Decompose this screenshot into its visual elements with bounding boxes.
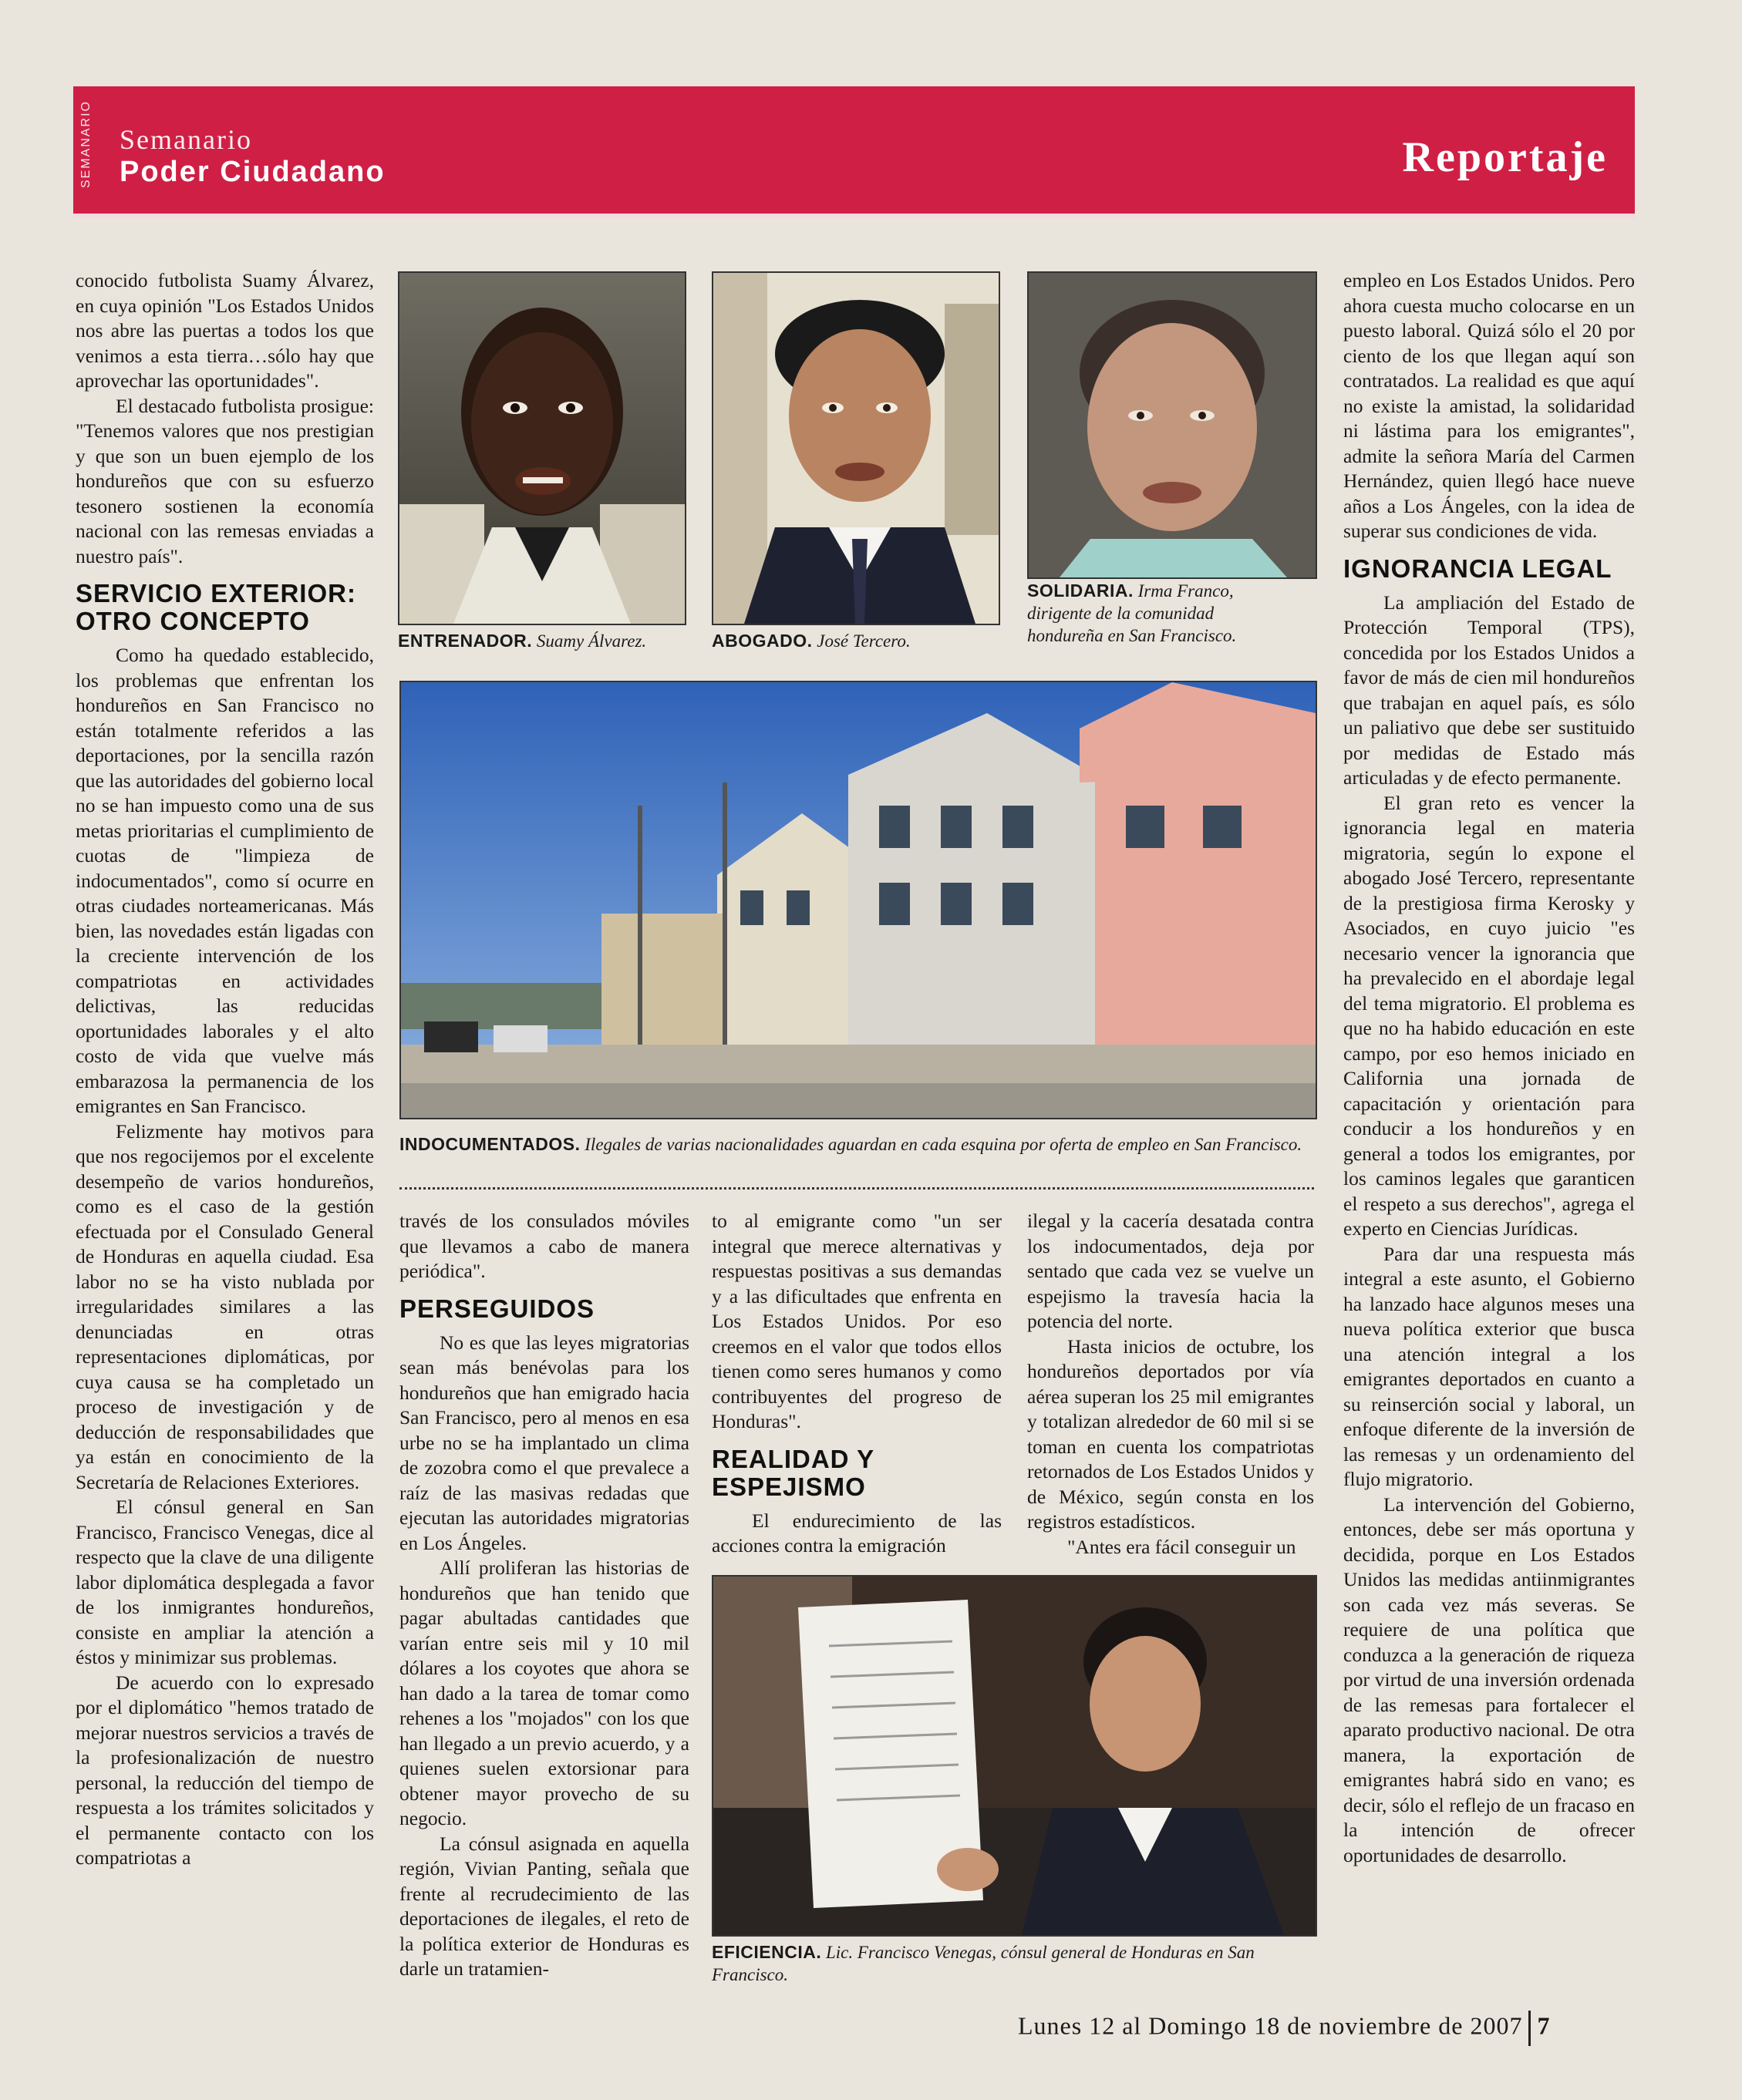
- caption-abogado-text: José Tercero.: [817, 631, 911, 651]
- issue-date: Lunes 12 al Domingo 18 de noviembre de 2007: [1018, 2011, 1523, 2040]
- col4-paragraph-1: ilegal y la cacería desatada contra los indocumentados, deja por sentado que cada vez se vuelve un espejismo la travesía hacia la potencia del norte.: [1027, 1210, 1314, 1332]
- col5-paragraph-2: La ampliación del Estado de Protección Temporal (TPS), concedida por los Estados Unidos a favor de más de cien mil hondureños que trabajan en aquel país, es sólo un paliativo que debe ser sustituido por medidas de Estado más articuladas y de efecto permanente.: [1343, 591, 1635, 789]
- col4-paragraph-3: "Antes era fácil conseguir un: [1067, 1535, 1296, 1558]
- col1-subheading: SERVICIO EXTERIOR: OTRO CONCEPTO: [76, 579, 356, 635]
- col3-paragraph-2: El endurecimiento de las acciones contra la emigración: [712, 1509, 1002, 1556]
- footer-divider: [1528, 2011, 1531, 2046]
- col1-paragraph-3: Como ha quedado establecido, los problemas que enfrentan los hondureños en San Francisco no están totalmente referidos a las deportaciones, por la sencilla razón que las autoridades del gobierno local no se han impuesto como una de sus metas prioritarias el cumplimiento de cuotas de "limpieza de indocumentados", como sí ocurre en otras ciudades norteamericanas. Más bien, las novedades están ligadas con la creciente intervención de los compatriotas en actividades delictivas, las reducidas oportunidades laborales y el alto costo de vida que vuelve más embarazosa la permanencia de los emigrantes en San Francisco.: [76, 644, 374, 1117]
- col2-paragraph-3: Allí proliferan las historias de hondureños que han tenido que pagar abultadas cantidades que varían entre seis mil y 10 mil dólares a los coyotes que ahora se han dado a la tarea de tomar como rehenes a los "mojados" con los que han llegado a un previo acuerdo, y a quienes suelen extorsionar para obtener mayor provecho de su negocio.: [399, 1556, 689, 1829]
- col3-subheading: REALIDAD Y ESPEJISMO: [712, 1444, 874, 1501]
- col1-paragraph-2: El destacado futbolista prosigue: "Tenemos valores que nos prestigian y que son un buen ejemplo de los hondureños que con su esfuerzo tesonero sostienen la economía nacional con las remesas enviadas a nuestro país".: [76, 394, 374, 567]
- col5-subheading: IGNORANCIA LEGAL: [1343, 554, 1612, 583]
- caption-indocumentados-text: Ilegales de varias nacionalidades aguardan en cada esquina por oferta de empleo en San Francisco.: [585, 1135, 1302, 1154]
- caption-indocumentados: [399, 1133, 1314, 1156]
- dotted-divider: [399, 1187, 1314, 1190]
- masthead-brand-line2: Poder Ciudadano: [120, 156, 386, 188]
- col1-paragraph-4: Felizmente hay motivos para que nos regocijemos por el excelente desempeño de varios hondureños, como es el caso de la gestión efectuada por el Consulado General de Honduras en aquella ciudad. Esa labor no se ha visto nublada por irregularidades similares a las denunciadas en otras representaciones diplomáticas, por cuya causa se ha completado un proceso de investigación y de deducción de responsabilidades que ya están en conocimiento de la Secretaría de Relaciones Exteriores.: [76, 1119, 374, 1493]
- col4-paragraph-2: Hasta inicios de octubre, los hondureños deportados por vía aérea superan los 25 mil emigrantes y totalizan alrededor de 60 mil si se toman en cuenta los compatriotas retornados de Los Estados Unidos y de México, según consta en los registros estadísticos.: [1027, 1334, 1314, 1533]
- masthead-banner: [73, 86, 1635, 218]
- caption-entrenador-label: ENTRENADOR.: [398, 631, 533, 651]
- caption-eficiencia-text: Lic. Francisco Venegas, cónsul general de Honduras en San Francisco.: [712, 1943, 1255, 1984]
- photo-street-indocumentados: [399, 681, 1317, 1119]
- col2-paragraph-4: La cónsul asignada en aquella región, Vivian Panting, señala que frente al recrudecimiento de las deportaciones de ilegales, el reto de la política exterior de Honduras es darle un tratamien-: [399, 1832, 689, 1980]
- caption-eficiencia: [712, 1941, 1314, 1986]
- col3-paragraph-1: to al emigrante como "un ser integral que merece alternativas y respuestas positivas a sus demandas y a las dificultades que enfrenta en Los Estados Unidos. Por eso creemos en el valor que todos ellos tienen como seres humanos y como contribuyentes del progreso de Honduras".: [712, 1210, 1002, 1432]
- caption-solidaria-text: Irma Franco, dirigente de la comunidad hondureña en San Francisco.: [1027, 581, 1237, 645]
- section-title: Reportaje: [1402, 133, 1608, 181]
- photo-irma-franco: [1027, 271, 1317, 579]
- caption-solidaria-label: SOLIDARIA.: [1027, 581, 1134, 601]
- caption-abogado: [712, 630, 1005, 652]
- col2-paragraph-2: No es que las leyes migratorias sean más benévolas para los hondureños que han emigrado hacia San Francisco, pero al menos en esa urbe no se ha implantado un clima de zozobra como el que prevalece a raíz de las masivas redadas que ejecutan las autoridades migratorias en Los Ángeles.: [399, 1331, 689, 1554]
- column-5: [1343, 268, 1635, 1868]
- column-3: [712, 1209, 1002, 1559]
- caption-solidaria: [1027, 580, 1282, 647]
- photo-suamy-alvarez: [398, 271, 686, 625]
- caption-eficiencia-label: EFICIENCIA.: [712, 1942, 822, 1962]
- col2-paragraph-1: través de los consulados móviles que llevamos a cabo de manera periódica".: [399, 1210, 689, 1282]
- column-1: [76, 268, 374, 1871]
- column-2: [399, 1209, 689, 1982]
- photo-jose-tercero: [712, 271, 1000, 625]
- caption-entrenador-text: Suamy Álvarez.: [536, 631, 647, 651]
- page-footer: [1018, 2011, 1550, 2046]
- col5-paragraph-4: Para dar una respuesta más integral a este asunto, el Gobierno ha lanzado hace algunos meses una nueva política exterior que busca una atención integral a los emigrantes deportados en cuanto a su reinserción social y laboral, un enfoque diferente de la inversión de las remesas y un ordenamiento del flujo migratorio.: [1343, 1242, 1635, 1490]
- col5-paragraph-5: La intervención del Gobierno, entonces, debe ser más oportuna y decidida, porque en Los Estados Unidos las medidas antiinmigrantes son cada vez más severas. Se requiere de una política que conduzca a la generación de riqueza por virtud de una inversión ordenada de las remesas para fortalecer el aparato productivo nacional. De otra manera, la exportación de emigrantes habrá sido en vano; es decir, sólo el reflejo de un fracaso en la intención de ofrecer oportunidades de desarrollo.: [1343, 1493, 1635, 1866]
- caption-entrenador: [398, 630, 691, 652]
- col2-subheading: PERSEGUIDOS: [399, 1294, 595, 1323]
- col5-paragraph-3: El gran reto es vencer la ignorancia legal en materia migratoria, según lo expone el abogado José Tercero, representante de la prestigiosa firma Kerosky y Asociados, en cuyo juicio "es necesario vencer la ignorancia que ha prevalecido en el abordaje legal del tema migratorio. El problema es que no ha habido educación en este campo, por eso hemos iniciado en California una jornada de capacitación y orientación para conducir a los hondureños y en general a todos los emigrantes, por los caminos legales que garanticen el respeto a sus derechos", agrega el experto en Ciencias Jurídicas.: [1343, 791, 1635, 1240]
- caption-abogado-label: ABOGADO.: [712, 631, 813, 651]
- photo-francisco-venegas: [712, 1575, 1317, 1937]
- col1-paragraph-1: conocido futbolista Suamy Álvarez, en cuya opinión "Los Estados Unidos nos abre las puertas a todos los que venimos a esta tierra…sólo hay que aprovechar las oportunidades".: [76, 269, 374, 392]
- masthead-brand-line1: Semanario: [120, 124, 252, 155]
- masthead-side-tag: SEMANARIO: [79, 100, 93, 189]
- column-4: [1027, 1209, 1314, 1560]
- col1-paragraph-6: De acuerdo con lo expresado por el diplomático "hemos tratado de mejorar nuestros servicios a través de la profesionalización de nuestro personal, la reducción del tiempo de respuesta a los trámites solicitados y el permanente contacto con los compatriotas a: [76, 1671, 374, 1869]
- col5-paragraph-1: empleo en Los Estados Unidos. Pero ahora cuesta mucho colocarse en un puesto laboral. Quizá sólo el 20 por ciento de los que llegan aquí son contratados. La realidad es que aquí no existe la amistad, la solidaridad ni lástima para los emigrantes", admite la señora María del Carmen Hernández, quien llegó hace nueve años a Los Ángeles, con la idea de superar sus condiciones de vida.: [1343, 269, 1635, 542]
- page-number: 7: [1537, 2011, 1551, 2040]
- col1-paragraph-5: El cónsul general en San Francisco, Francisco Venegas, dice al respecto que la clave de una diligente labor diplomática desplegada a favor de los inmigrantes hondureños, consiste en ampliar la atención a éstos y minimizar sus problemas.: [76, 1496, 374, 1668]
- caption-indocumentados-label: INDOCUMENTADOS.: [399, 1134, 581, 1154]
